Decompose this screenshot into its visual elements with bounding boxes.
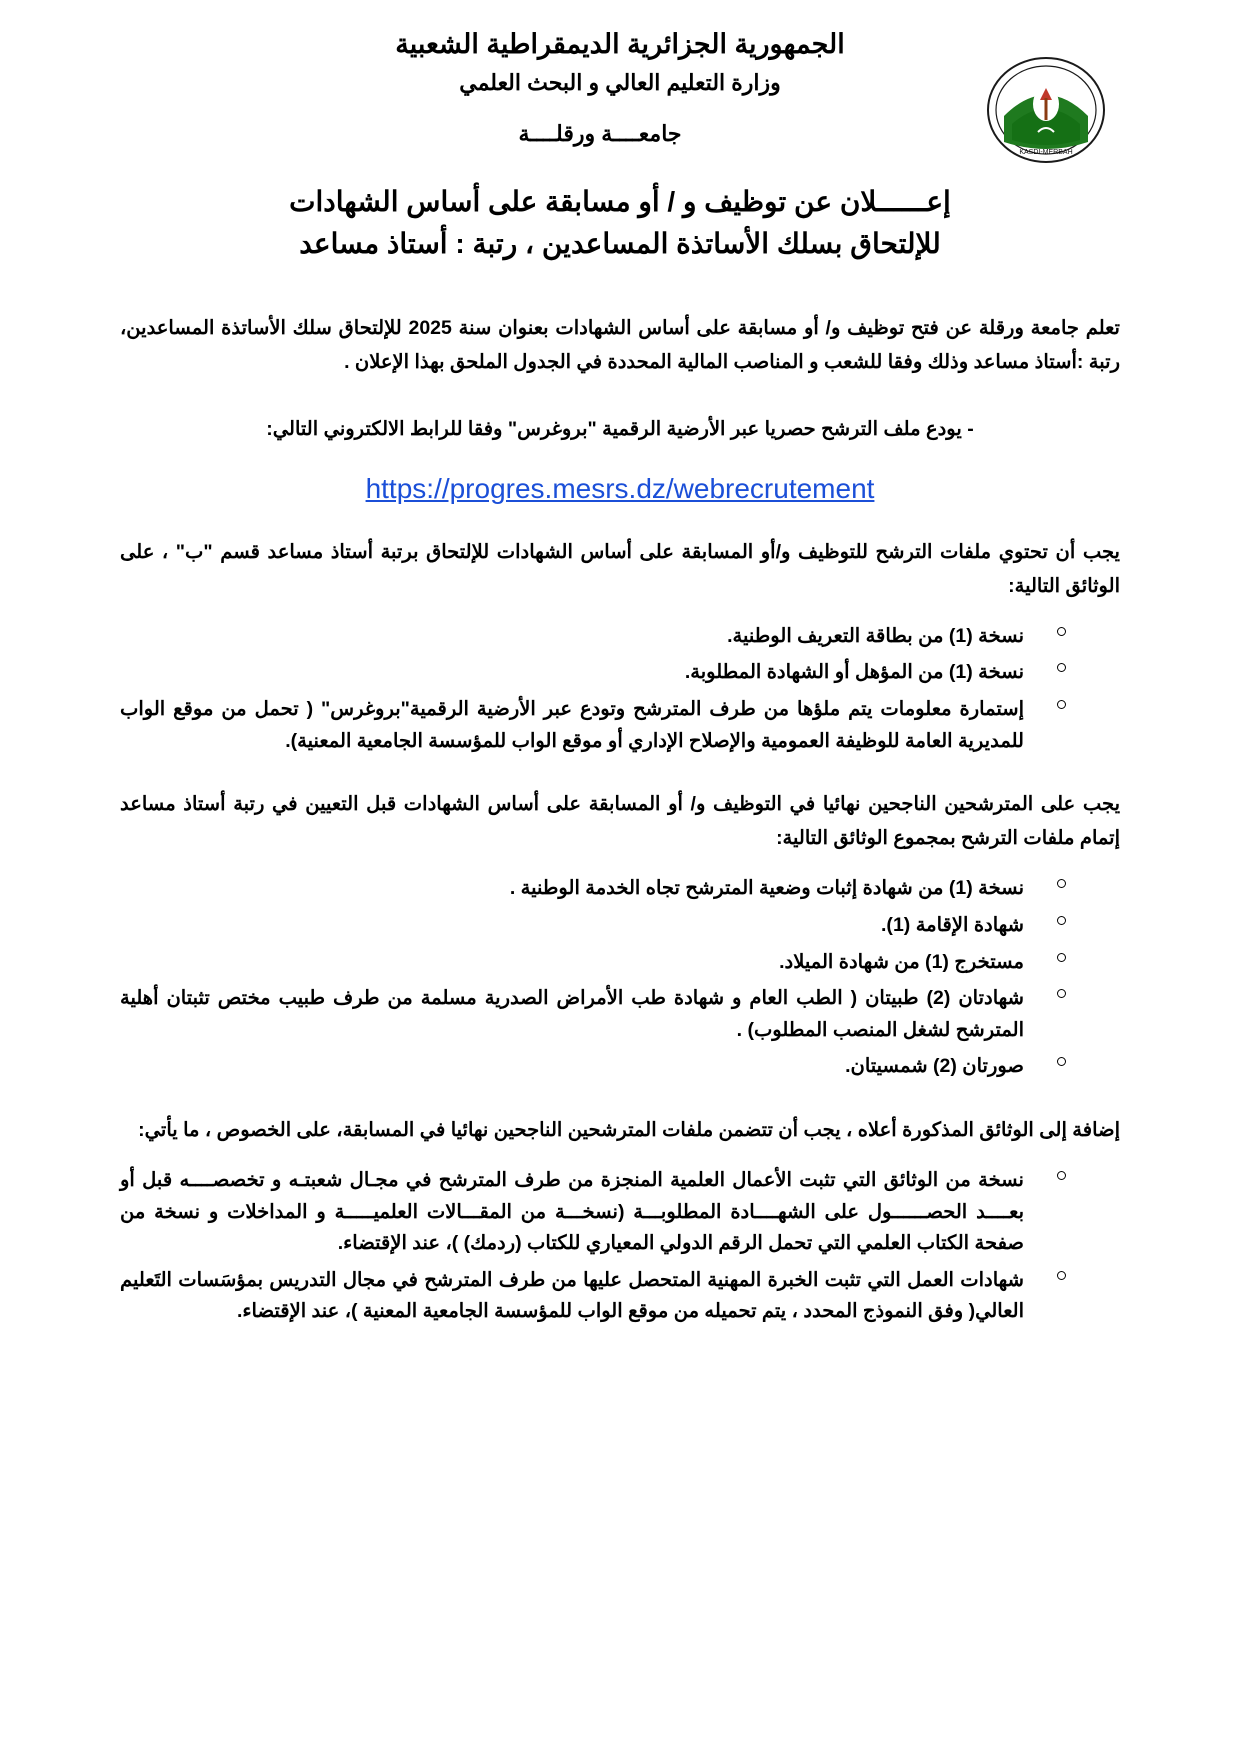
bullet-circle-icon <box>1057 1271 1066 1280</box>
application-link-container[interactable] <box>120 473 1120 505</box>
application-link[interactable]: https://progres.mesrs.dz/webrecrutement <box>365 472 875 504</box>
list-item-text: نسخة (1) من المؤهل أو الشهادة المطلوبة. <box>684 661 1024 684</box>
bullet-circle-icon <box>1057 953 1066 962</box>
list-item-text: شهادة الإقامة (1). <box>881 914 1024 937</box>
intro-paragraph: تعلم جامعة ورقلة عن فتح توظيف و/ أو مسابقة على أساس الشهادات بعنوان سنة 2025 للإلتحاق سلك الأساتذة المساعدين، رتبة :أستاذ مساعد وذلك وفقا للشعب و المناصب المالية المحددة في الجدول الملحق بهذا الإعلان . <box>120 317 1120 374</box>
bullet-circle-icon <box>1057 663 1066 672</box>
university-title: جامعــــة ورقلــــة <box>518 121 682 147</box>
list-item-text: نسخة (1) من بطاقة التعريف الوطنية. <box>727 624 1024 647</box>
bullet-circle-icon <box>1057 879 1066 888</box>
list-item <box>120 621 1050 653</box>
list-item <box>120 1265 1050 1328</box>
bullet-circle-icon <box>1057 700 1066 709</box>
university-logo <box>982 54 1110 166</box>
list-item-text: شهادات العمل التي تثبت الخبرة المهنية المتحصل عليها من طرف المترشح في مجال التدريس بمؤسَسات التَعليم العالي( وفق النموذج المحدد ، يتم تحميله من موقع الواب للمؤسسة الجامعية المعنية )، عند الإقتضاء. <box>120 1268 1024 1323</box>
svg-text:KASDI-MERBAH: KASDI-MERBAH <box>1019 149 1073 156</box>
document-header <box>120 26 1120 156</box>
ministry-title: وزارة التعليم العالي و البحث العلمي <box>459 70 781 96</box>
winners-files-list <box>120 873 1120 1082</box>
list-item <box>120 1165 1050 1260</box>
additional-files-list <box>120 1165 1120 1328</box>
list-item-text: مستخرج (1) من شهادة الميلاد. <box>779 950 1024 973</box>
bullet-circle-icon <box>1057 1171 1066 1180</box>
republic-title: الجمهورية الجزائرية الديمقراطية الشعبية <box>395 29 845 59</box>
list-item-text: شهادتان (2) طبيتان ( الطب العام و شهادة طب الأمراض الصدرية مسلمة من طرف طبيب مختص تثبتان أهلية المترشح لشغل المنصب المطلوب) . <box>120 987 1024 1041</box>
deposit-note: - يودع ملف الترشح حصريا عبر الأرضية الرقمية "بروغرس" وفقا للرابط الالكتروني التالي: <box>266 418 974 441</box>
page-title-line1: إعــــــلان عن توظيف و / أو مسابقة على أساس الشهادات <box>289 186 951 218</box>
list-item <box>120 947 1050 979</box>
list-item <box>120 873 1050 905</box>
list-item <box>120 1051 1050 1083</box>
winners-intro-paragraph: يجب على المترشحين الناجحين نهائيا في التوظيف و/ أو المسابقة على أساس الشهادات قبل التعيين في رتبة أستاذ مساعد إتمام ملفات الترشح بمجموع الوثائق التالية: <box>120 793 1120 850</box>
list-item-text: صورتان (2) شمسيتان. <box>845 1055 1024 1078</box>
list-item-text: نسخة من الوثائق التي تثبت الأعمال العلمية المنجزة من طرف المترشح في مجـال شعبتـه و تخصصــــه قبل أو بعــــد الحصــــــول على الشهــــادة المطلوبـــة (نسخـــة من المقـــالات العلميـــــة و المداخلات و نسخة من صفحة الكتاب العلمي التي تحمل الرقم الدولي المعياري للكتاب (ردمك) )، عند الإقتضاء. <box>120 1169 1024 1255</box>
list-item <box>120 657 1050 689</box>
bullet-circle-icon <box>1057 1057 1066 1066</box>
list-item <box>120 910 1050 942</box>
list-item <box>120 983 1050 1046</box>
additional-intro-paragraph: إضافة إلى الوثائق المذكورة أعلاه ، يجب أن تتضمن ملفات المترشحين الناجحين نهائيا في المسابقة، على الخصوص ، ما يأتي: <box>138 1118 1120 1141</box>
page-title-line2: للإلتحاق بسلك الأساتذة المساعدين ، رتبة : أستاذ مساعد <box>299 228 941 260</box>
list-item-text: نسخة (1) من شهادة إثبات وضعية المترشح تجاه الخدمة الوطنية . <box>509 877 1024 900</box>
bullet-circle-icon <box>1057 627 1066 636</box>
bullet-circle-icon <box>1057 916 1066 925</box>
page-title <box>120 181 1120 265</box>
list-item <box>120 694 1050 757</box>
files-intro-paragraph: يجب أن تحتوي ملفات الترشح للتوظيف و/أو المسابقة على أساس الشهادات للإلتحاق برتبة أستاذ مساعد قسم "ب" ، على الوثائق التالية: <box>120 540 1120 597</box>
required-files-list <box>120 621 1120 757</box>
list-item-text: إستمارة معلومات يتم ملؤها من طرف المترشح وتودع عبر الأرضية الرقمية"بروغرس" ( تحمل من موقع الواب للمديرية العامة للوظيفة العمومية والإصلاح الإداري أو موقع الواب للمؤسسة الجامعية المعنية). <box>120 698 1024 752</box>
bullet-circle-icon <box>1057 989 1066 998</box>
